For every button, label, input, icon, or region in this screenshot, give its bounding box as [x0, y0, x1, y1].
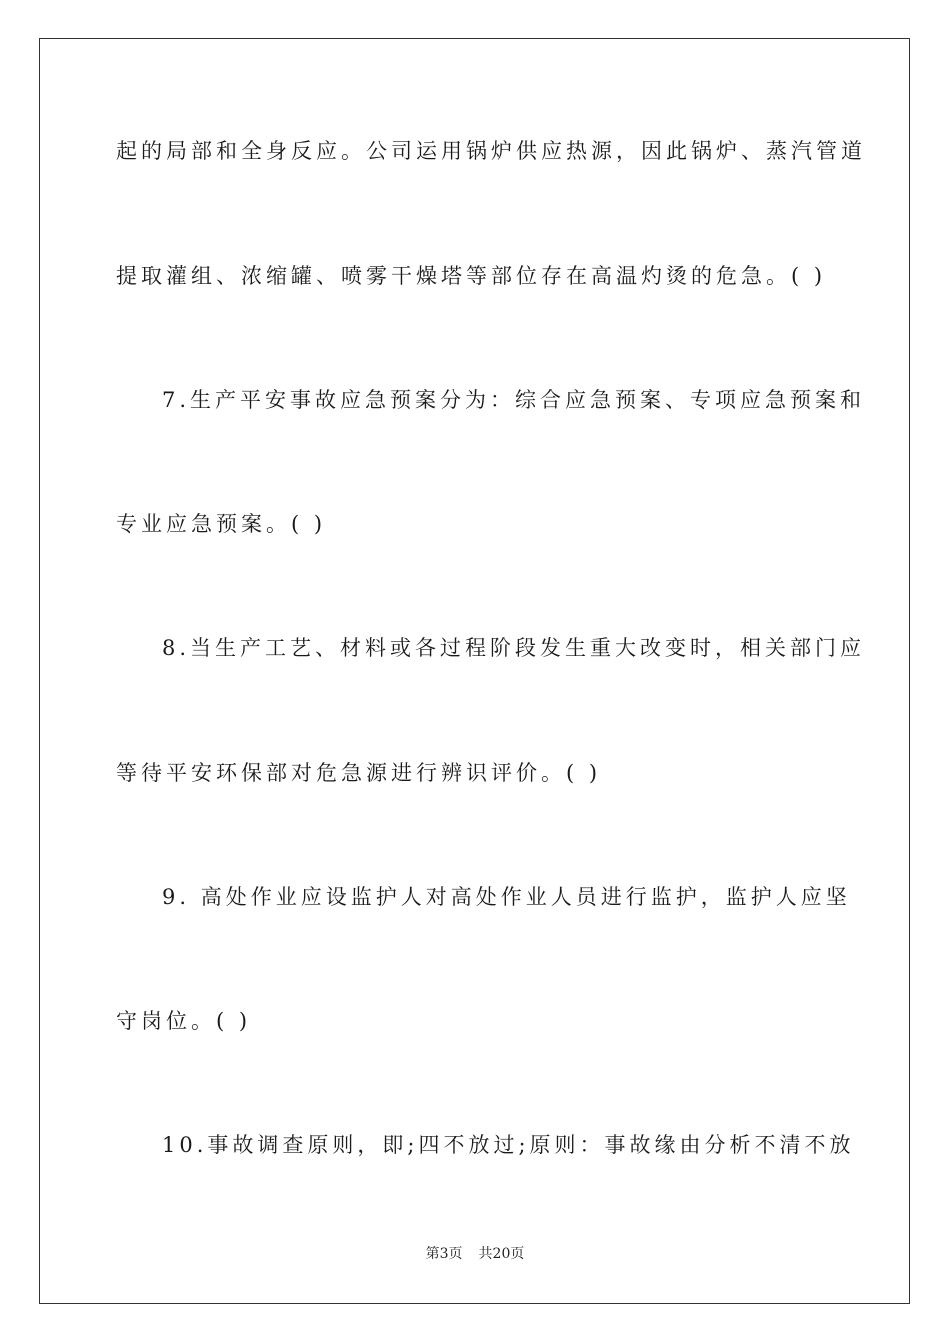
text-line-2: 提取灌组、浓缩罐、喷雾干燥塔等部位存在高温灼烫的危急。( ): [116, 264, 827, 288]
question-10-line-1: 10.事故调查原则，即;四不放过;原则：事故缘由分析不清不放: [162, 1133, 855, 1157]
question-8-line-1: 8.当生产工艺、材料或各过程阶段发生重大改变时，相关部门应: [162, 636, 866, 660]
question-7-line-1: 7.生产平安事故应急预案分为：综合应急预案、专项应急预案和: [162, 388, 866, 412]
question-8-line-2: 等待平安环保部对危急源进行辨识评价。( ): [116, 761, 602, 785]
page-border: [39, 38, 910, 1304]
current-page-number: 第3页: [425, 1246, 463, 1262]
question-7-line-2: 专业应急预案。( ): [116, 512, 327, 536]
text-line-1: 起的局部和全身反应。公司运用锅炉供应热源，因此锅炉、蒸汽管道: [116, 139, 866, 163]
total-pages: 共20页: [478, 1246, 525, 1262]
question-9-line-1: 9. 高处作业应设监护人对高处作业人员进行监护，监护人应坚: [162, 885, 851, 909]
question-9-line-2: 守岗位。( ): [116, 1009, 252, 1033]
page-footer: [0, 1244, 950, 1264]
